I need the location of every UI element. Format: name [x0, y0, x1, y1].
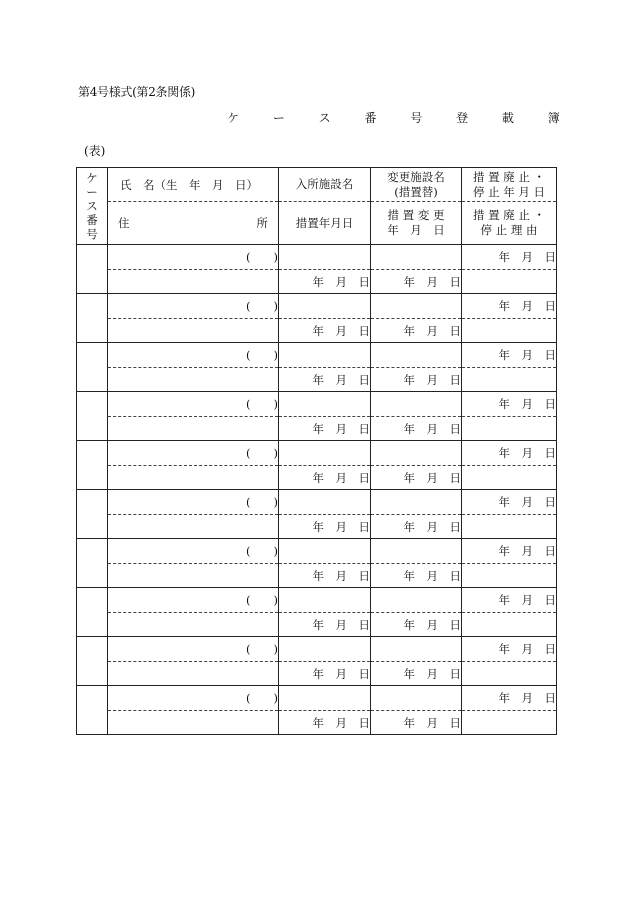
abolition-reason-cell[interactable]	[462, 417, 557, 441]
measure-change-header-line1: 措 置 変 更	[387, 208, 445, 222]
admission-facility-header: 入所施設名	[279, 168, 371, 202]
address-cell[interactable]	[108, 466, 279, 490]
record-row-bottom	[77, 466, 557, 490]
date-placeholder: 年 月 日	[403, 372, 461, 387]
date-placeholder: 年 月 日	[312, 617, 370, 632]
changed-facility-cell[interactable]	[371, 539, 462, 564]
address-cell[interactable]	[108, 515, 279, 539]
measure-change-date-cell[interactable]	[371, 662, 462, 686]
changed-facility-cell[interactable]	[371, 392, 462, 417]
date-placeholder: 年 月 日	[403, 715, 461, 730]
abolition-reason-cell[interactable]	[462, 319, 557, 343]
name-header-cell	[108, 168, 279, 202]
date-placeholder: 年 月 日	[312, 372, 370, 387]
measure-date-cell[interactable]	[279, 564, 371, 588]
abolition-reason-cell[interactable]	[462, 662, 557, 686]
abolition-reason-cell[interactable]	[462, 613, 557, 637]
date-placeholder: 年 月 日	[403, 568, 461, 583]
abolition-date-cell[interactable]	[462, 441, 557, 466]
date-placeholder: 年 月 日	[403, 617, 461, 632]
admission-facility-cell[interactable]	[279, 686, 371, 711]
measure-date-cell[interactable]	[279, 319, 371, 343]
record-row-top	[77, 392, 557, 417]
abolition-date-header	[462, 168, 557, 202]
measure-change-date-cell[interactable]	[371, 466, 462, 490]
record-row-top	[77, 245, 557, 270]
case-number-header-char: 号	[86, 227, 98, 241]
date-placeholder: 年 月 日	[312, 568, 370, 583]
abolition-date-cell[interactable]	[462, 637, 557, 662]
birthdate-parentheses: ( )	[246, 691, 278, 705]
abolition-reason-header-line2: 停 止 理 由	[480, 223, 538, 237]
measure-change-date-cell[interactable]	[371, 711, 462, 735]
address-cell[interactable]	[108, 270, 279, 294]
date-placeholder: 年 月 日	[403, 323, 461, 338]
case-number-header	[77, 168, 108, 245]
header-row-bottom	[77, 202, 557, 245]
case-number-header-char: ス	[86, 199, 98, 213]
record-row-top	[77, 490, 557, 515]
measure-change-date-cell[interactable]	[371, 515, 462, 539]
case-number-header-char: ー	[86, 185, 98, 199]
birthdate-parentheses: ( )	[246, 642, 278, 656]
address-header-right: 所	[256, 216, 268, 230]
changed-facility-cell[interactable]	[371, 588, 462, 613]
birthdate-parentheses: ( )	[246, 593, 278, 607]
date-placeholder: 年 月 日	[312, 274, 370, 289]
name-birthdate-cell[interactable]	[108, 245, 279, 270]
date-placeholder: 年 月 日	[498, 250, 556, 264]
address-cell[interactable]	[108, 368, 279, 392]
abolition-reason-cell[interactable]	[462, 564, 557, 588]
abolition-date-cell[interactable]	[462, 490, 557, 515]
address-header-left: 住	[118, 216, 130, 230]
abolition-reason-header-line1: 措 置 廃 止 ・	[472, 208, 546, 222]
birthdate-parentheses: ( )	[246, 544, 278, 558]
admission-facility-cell[interactable]	[279, 637, 371, 662]
admission-facility-cell[interactable]	[279, 441, 371, 466]
name-birthdate-header: 氏 名（生 年 月 日）	[120, 177, 258, 192]
birthdate-parentheses: ( )	[246, 397, 278, 411]
abolition-date-header-line2: 停 止 年 月 日	[472, 184, 546, 199]
date-placeholder: 年 月 日	[498, 593, 556, 607]
measure-date-cell[interactable]	[279, 466, 371, 490]
admission-facility-cell[interactable]	[279, 294, 371, 319]
record-row-bottom	[77, 564, 557, 588]
birthdate-parentheses: ( )	[246, 348, 278, 362]
record-row-top	[77, 588, 557, 613]
date-placeholder: 年 月 日	[498, 691, 556, 705]
changed-facility-cell[interactable]	[371, 686, 462, 711]
name-birthdate-cell[interactable]	[108, 588, 279, 613]
measure-date-cell[interactable]	[279, 711, 371, 735]
abolition-reason-cell[interactable]	[462, 270, 557, 294]
changed-facility-header-line2: (措置替)	[394, 184, 438, 199]
measure-date-cell[interactable]	[279, 417, 371, 441]
date-placeholder: 年 月 日	[403, 470, 461, 485]
date-placeholder: 年 月 日	[312, 715, 370, 730]
date-placeholder: 年 月 日	[312, 666, 370, 681]
record-row-top	[77, 539, 557, 564]
abolition-date-cell[interactable]	[462, 588, 557, 613]
birthdate-parentheses: ( )	[246, 446, 278, 460]
case-number-cell[interactable]	[77, 490, 108, 539]
date-placeholder: 年 月 日	[403, 519, 461, 534]
abolition-reason-cell[interactable]	[462, 711, 557, 735]
record-row-top	[77, 294, 557, 319]
date-placeholder: 年 月 日	[498, 446, 556, 460]
name-birthdate-cell[interactable]	[108, 637, 279, 662]
changed-facility-cell[interactable]	[371, 294, 462, 319]
admission-facility-cell[interactable]	[279, 392, 371, 417]
date-placeholder: 年 月 日	[498, 642, 556, 656]
admission-facility-cell[interactable]	[279, 588, 371, 613]
admission-facility-cell[interactable]	[279, 539, 371, 564]
case-number-header-char: 番	[86, 213, 98, 227]
date-placeholder: 年 月 日	[312, 470, 370, 485]
date-placeholder: 年 月 日	[403, 666, 461, 681]
abolition-date-cell[interactable]	[462, 392, 557, 417]
measure-change-date-cell[interactable]	[371, 368, 462, 392]
case-number-cell[interactable]	[77, 637, 108, 686]
address-cell[interactable]	[108, 613, 279, 637]
record-row-top	[77, 686, 557, 711]
changed-facility-cell[interactable]	[371, 245, 462, 270]
date-placeholder: 年 月 日	[403, 274, 461, 289]
birthdate-parentheses: ( )	[246, 250, 278, 264]
header-row-top	[77, 168, 557, 202]
changed-facility-cell[interactable]	[371, 490, 462, 515]
date-placeholder: 年 月 日	[312, 323, 370, 338]
date-placeholder: 年 月 日	[498, 348, 556, 362]
case-number-header-char: ケ	[86, 171, 98, 185]
abolition-date-cell[interactable]	[462, 294, 557, 319]
measure-date-cell[interactable]	[279, 270, 371, 294]
record-row-bottom	[77, 613, 557, 637]
address-cell[interactable]	[108, 319, 279, 343]
abolition-date-cell[interactable]	[462, 245, 557, 270]
abolition-date-cell[interactable]	[462, 539, 557, 564]
address-cell[interactable]	[108, 662, 279, 686]
measure-date-cell[interactable]	[279, 613, 371, 637]
measure-change-date-cell[interactable]	[371, 270, 462, 294]
date-placeholder: 年 月 日	[403, 421, 461, 436]
abolition-reason-cell[interactable]	[462, 466, 557, 490]
case-number-cell[interactable]	[77, 343, 108, 392]
name-birthdate-cell[interactable]	[108, 686, 279, 711]
measure-change-date-cell[interactable]	[371, 319, 462, 343]
name-birthdate-cell[interactable]	[108, 343, 279, 368]
address-cell[interactable]	[108, 417, 279, 441]
form-number-label: 第4号様式(第2条関係)	[78, 85, 196, 99]
changed-facility-cell[interactable]	[371, 441, 462, 466]
date-placeholder: 年 月 日	[498, 397, 556, 411]
abolition-reason-cell[interactable]	[462, 368, 557, 392]
name-birthdate-cell[interactable]	[108, 294, 279, 319]
front-side-label: (表)	[84, 144, 106, 158]
case-number-cell[interactable]	[77, 392, 108, 441]
measure-change-header-line2: 年 月 日	[387, 223, 445, 237]
record-row-bottom	[77, 662, 557, 686]
changed-facility-cell[interactable]	[371, 637, 462, 662]
case-number-cell[interactable]	[77, 294, 108, 343]
date-placeholder: 年 月 日	[498, 299, 556, 313]
changed-facility-header-line1: 変更施設名	[387, 169, 445, 184]
address-header-cell	[108, 202, 279, 245]
record-row-bottom	[77, 270, 557, 294]
measure-date-cell[interactable]	[279, 368, 371, 392]
name-birthdate-cell[interactable]	[108, 441, 279, 466]
changed-facility-header	[371, 168, 462, 202]
date-placeholder: 年 月 日	[498, 495, 556, 509]
date-placeholder: 年 月 日	[312, 421, 370, 436]
address-cell[interactable]	[108, 711, 279, 735]
date-placeholder: 年 月 日	[312, 519, 370, 534]
document-title: ケ ー ス 番 号 登 載 簿	[227, 111, 575, 125]
measure-change-header	[371, 202, 462, 245]
abolition-reason-cell[interactable]	[462, 515, 557, 539]
record-row-bottom	[77, 711, 557, 735]
abolition-date-cell[interactable]	[462, 686, 557, 711]
record-row-top	[77, 441, 557, 466]
admission-facility-cell[interactable]	[279, 245, 371, 270]
abolition-reason-header	[462, 202, 557, 245]
address-cell[interactable]	[108, 564, 279, 588]
case-number-cell[interactable]	[77, 588, 108, 637]
measure-date-cell[interactable]	[279, 662, 371, 686]
case-number-cell[interactable]	[77, 441, 108, 490]
changed-facility-cell[interactable]	[371, 343, 462, 368]
record-row-top	[77, 343, 557, 368]
name-birthdate-cell[interactable]	[108, 539, 279, 564]
measure-change-date-cell[interactable]	[371, 564, 462, 588]
birthdate-parentheses: ( )	[246, 495, 278, 509]
abolition-date-cell[interactable]	[462, 343, 557, 368]
measure-change-date-cell[interactable]	[371, 417, 462, 441]
name-birthdate-cell[interactable]	[108, 490, 279, 515]
abolition-date-header-line1: 措 置 廃 止 ・	[472, 169, 546, 184]
record-row-bottom	[77, 417, 557, 441]
birthdate-parentheses: ( )	[246, 299, 278, 313]
case-number-cell[interactable]	[77, 539, 108, 588]
address-header	[108, 215, 278, 231]
admission-facility-cell[interactable]	[279, 343, 371, 368]
measure-date-header: 措置年月日	[279, 202, 371, 245]
admission-facility-cell[interactable]	[279, 490, 371, 515]
date-placeholder: 年 月 日	[498, 544, 556, 558]
name-birthdate-cell[interactable]	[108, 392, 279, 417]
record-row-top	[77, 637, 557, 662]
measure-date-cell[interactable]	[279, 515, 371, 539]
record-row-bottom	[77, 368, 557, 392]
case-register-table	[76, 167, 557, 735]
measure-change-date-cell[interactable]	[371, 613, 462, 637]
case-number-cell[interactable]	[77, 686, 108, 735]
record-row-bottom	[77, 319, 557, 343]
case-number-cell[interactable]	[77, 245, 108, 294]
record-row-bottom	[77, 515, 557, 539]
